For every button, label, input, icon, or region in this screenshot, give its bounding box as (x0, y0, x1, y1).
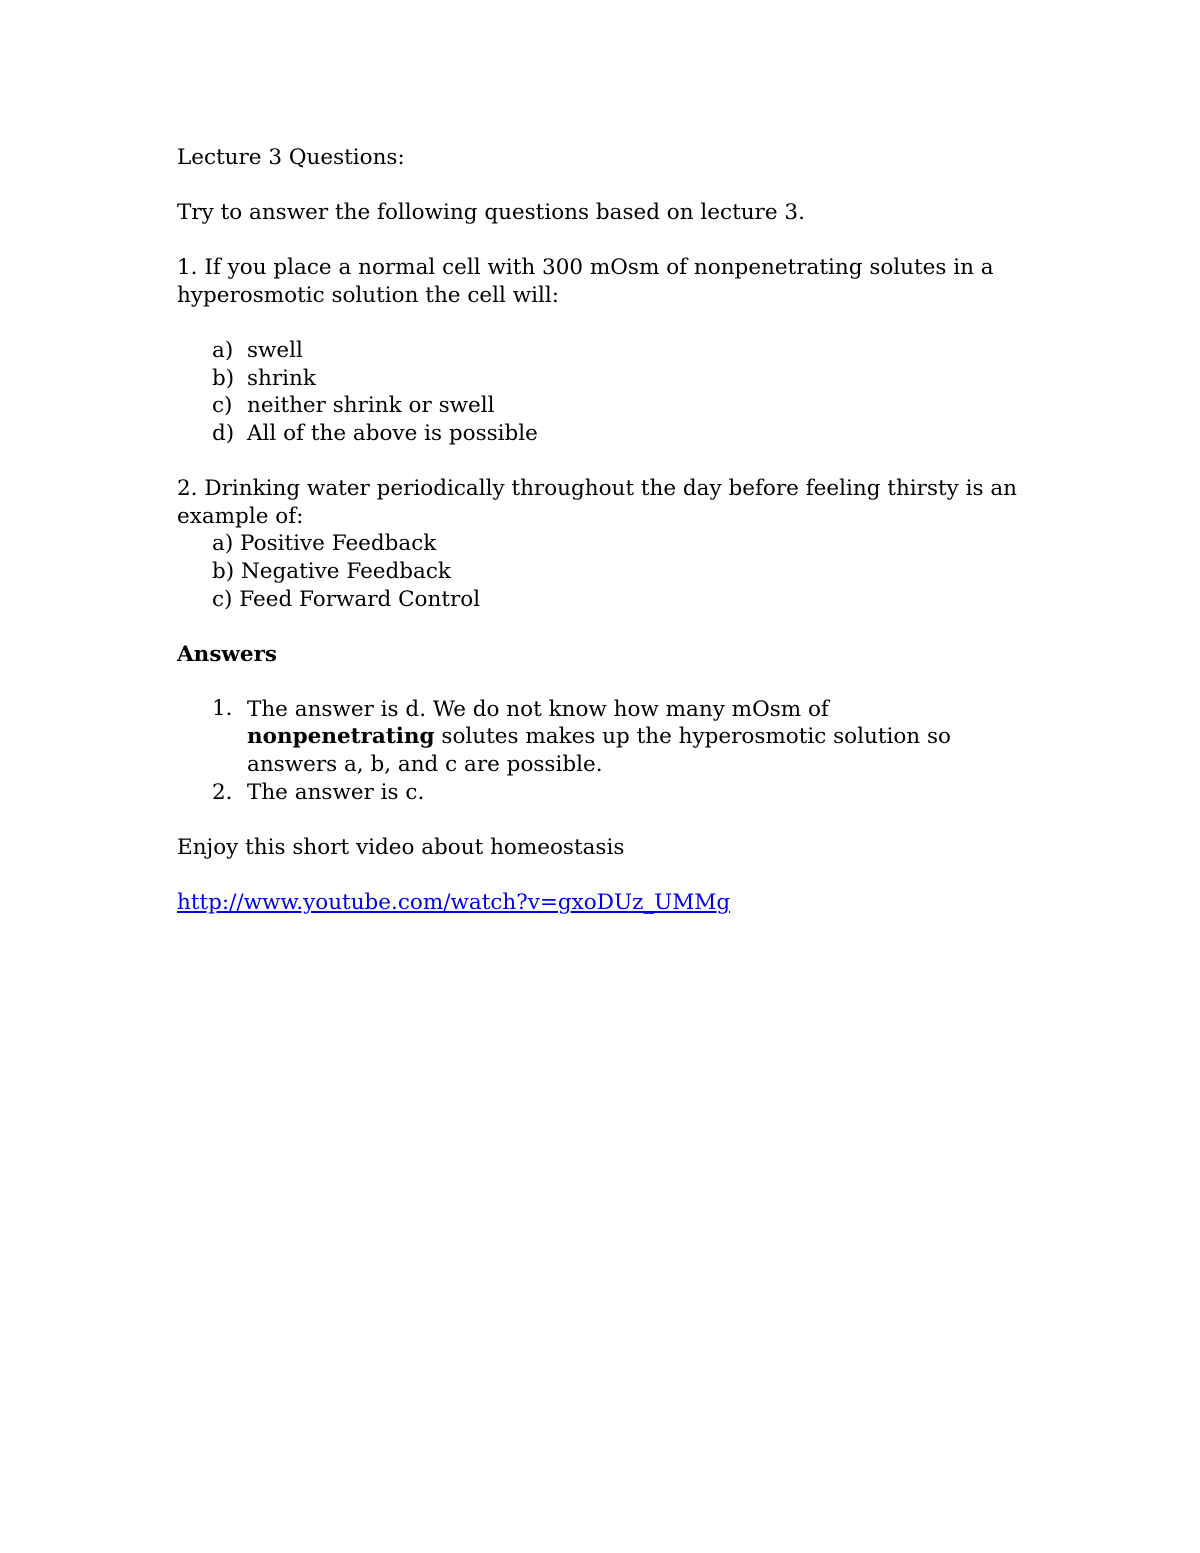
answer-number: 1. (212, 695, 233, 721)
option-letter: b) (212, 365, 235, 391)
document-title: Lecture 3 Questions: (177, 145, 405, 170)
option-letter: c) (212, 393, 233, 419)
question-2-options (177, 530, 977, 613)
answer-item-1 (177, 696, 977, 779)
video-link-row (177, 889, 977, 917)
option-letter: d) (212, 420, 235, 446)
video-link[interactable]: http://www.youtube.com/watch?v=gxoDUz_UMMg (177, 890, 731, 916)
answer-text (247, 696, 977, 779)
question-1-options (177, 337, 977, 447)
question-2-option-a: a) Positive Feedback (212, 531, 437, 557)
answers-list (177, 696, 977, 806)
question-1-option-d (212, 420, 977, 448)
question-2-option-c: c) Feed Forward Control (212, 586, 481, 612)
answer-text-start: The answer is d. We do not know how many mOsm of (247, 696, 829, 722)
question-1-line-2: hyperosmotic solution the cell will: (177, 282, 559, 308)
question-1-line-1: 1. If you place a normal cell with 300 mOsm of nonpenetrating solutes in a (177, 255, 994, 281)
option-text: All of the above is possible (247, 420, 538, 446)
question-1-option-a (212, 337, 977, 365)
document-page (177, 144, 1018, 917)
question-2-line-1: 2. Drinking water periodically throughout the day before feeling thirsty is an (177, 476, 1018, 502)
answer-item-2 (177, 779, 977, 807)
question-1-option-c (212, 392, 977, 420)
answer-bold-term: nonpenetrating (247, 724, 435, 750)
option-text: neither shrink or swell (247, 393, 495, 419)
intro-text: Try to answer the following questions based on lecture 3. (177, 200, 805, 226)
answer-text: The answer is c. (247, 779, 425, 805)
answer-number: 2. (212, 779, 233, 805)
question-2 (177, 475, 1018, 613)
question-2-line-2: example of: (177, 503, 304, 529)
video-note: Enjoy this short video about homeostasis (177, 834, 625, 860)
option-letter: a) (212, 338, 234, 364)
option-text: shrink (247, 365, 316, 391)
question-1 (177, 254, 994, 447)
answer-text-end: solutes makes up the hyperosmotic solution so answers a, b, and c are possible. (247, 724, 951, 778)
option-text: swell (247, 338, 303, 364)
answers-heading: Answers (177, 641, 278, 667)
question-2-option-b: b) Negative Feedback (212, 558, 451, 584)
question-1-option-b (212, 365, 977, 393)
